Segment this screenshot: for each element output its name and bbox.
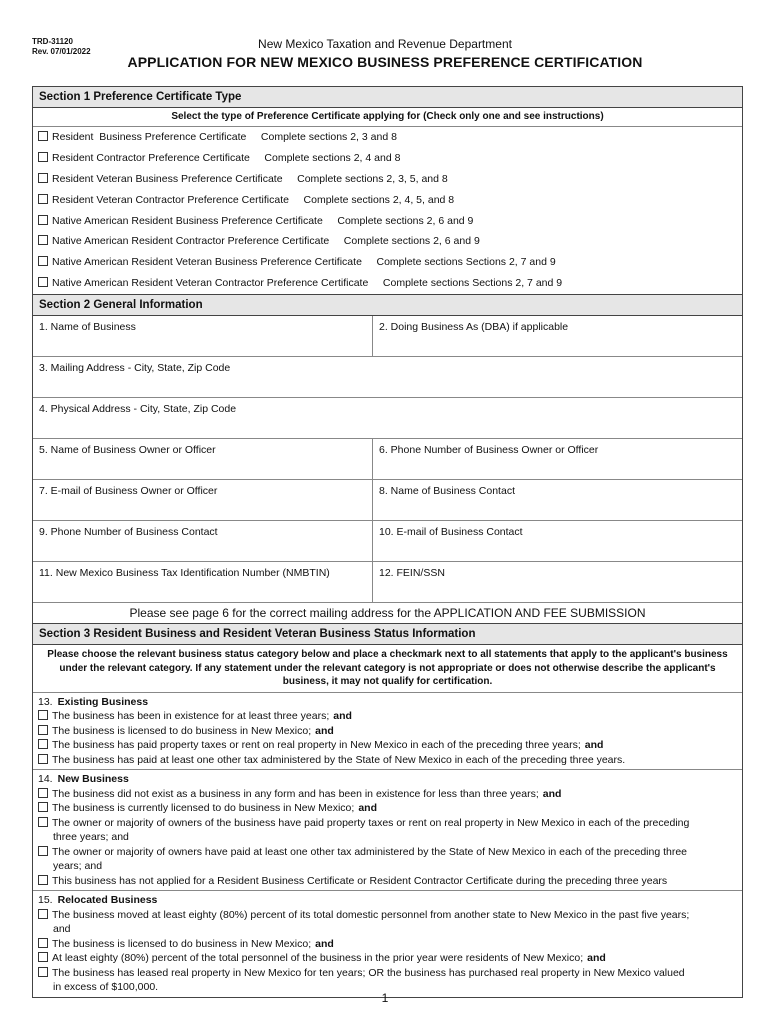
form-code: TRD-31120 [32,37,73,46]
group-title [38,695,737,710]
statement-text: This business has not applied for a Resident Business Certificate or Resident Contractor Certificate during the preceding three years [52,874,668,887]
checkbox[interactable] [38,788,48,798]
status-statement[interactable] [38,908,737,923]
checkbox[interactable] [38,909,48,919]
statement-conjunction: and [542,787,562,800]
form-row [33,439,742,480]
form-title: APPLICATION FOR NEW MEXICO BUSINESS PREFERENCE CERTIFICATION [127,54,643,70]
form-row [33,357,742,398]
option-label: Resident Veteran Contractor Preference Certificate Complete sections 2, 4, 5, and 8 [52,193,455,206]
form-row [33,480,742,521]
business-name-field[interactable]: 1. Name of Business [33,316,373,356]
group-title [38,893,737,908]
status-statement[interactable] [38,709,737,724]
option-label: Native American Resident Veteran Business Preference Certificate Complete sections Sections 2, 7 and 9 [52,256,556,269]
status-statement[interactable] [38,787,737,802]
physical-address-field[interactable]: 4. Physical Address - City, State, Zip Code [39,403,237,416]
option-label: Native American Resident Veteran Contractor Preference Certificate Complete sections Sections 2, 7 and 9 [52,277,563,290]
certificate-option[interactable] [33,231,742,252]
statement-text: The business did not exist as a business in any form and has been in existence for less than three years; [52,787,539,800]
group-title-text: Existing Business [57,695,149,708]
statement-conjunction: and [333,710,352,723]
checkbox[interactable] [38,967,48,977]
statement-continuation: in excess of $100,000. [53,981,159,994]
status-statement[interactable] [38,738,737,753]
option-label: Resident Contractor Preference Certificate Complete sections 2, 4 and 8 [52,151,401,164]
statement-text: The business is licensed to do business in New Mexico; [52,937,312,950]
option-label: Native American Resident Business Preference Certificate Complete sections 2, 6 and 9 [52,214,474,227]
checkbox[interactable] [38,875,48,885]
status-statement[interactable] [38,753,737,768]
checkbox[interactable] [38,277,48,287]
statement-continuation: and [53,923,71,936]
status-statement[interactable] [38,951,737,966]
checkbox[interactable] [38,952,48,962]
statement-conjunction: and [584,739,604,752]
option-label: Native American Resident Contractor Preference Certificate Complete sections 2, 6 and 9 [52,235,480,248]
certificate-option[interactable] [33,190,742,211]
section3-instruction: Please choose the relevant business status category below and place a checkmark next to all statements that apply to the applicant's business under the relevant category. If any statement under the relevant category is not appropriate or does not otherwise describe the applicant's business, it may not qualify for certification. [33,645,742,693]
statement-text: The owner or majority of owners of the business have paid property taxes or rent on real property in New Mexico in each of the preceding [52,816,690,829]
checkbox[interactable] [38,739,48,749]
statement-text: The owner or majority of owners have paid at least one other tax administered by the State of New Mexico in each of the preceding three [52,845,688,858]
status-group [33,693,742,771]
certificate-type-options [33,127,742,294]
certificate-option[interactable] [33,273,742,294]
checkbox[interactable] [38,152,48,162]
status-statement[interactable] [38,724,737,739]
checkbox[interactable] [38,194,48,204]
statement-continuation: years; and [53,860,103,873]
business-status-groups [33,693,742,997]
section3-heading: Section 3 Resident Business and Resident Veteran Business Status Information [33,624,742,645]
mailing-address-field[interactable]: 3. Mailing Address - City, State, Zip Code [39,362,231,375]
status-group [33,770,742,891]
status-statement[interactable] [38,816,737,831]
owner-phone-field[interactable]: 6. Phone Number of Business Owner or Officer [379,444,599,457]
owner-name-field[interactable]: 5. Name of Business Owner or Officer [33,439,373,479]
statement-text: The business is licensed to do business in New Mexico; [52,724,312,737]
status-statement[interactable] [38,845,737,860]
status-group [33,891,742,997]
statement-conjunction: and [358,802,377,815]
checkbox[interactable] [38,817,48,827]
checkbox[interactable] [38,215,48,225]
group-title-text: New Business [57,773,129,786]
certificate-option[interactable] [33,148,742,169]
contact-email-field[interactable]: 10. E-mail of Business Contact [379,526,523,539]
department-name: New Mexico Taxation and Revenue Department [258,37,512,51]
form-row [33,398,742,439]
statement-text: The business has paid property taxes or rent on real property in New Mexico in each of the preceding three years; [52,739,581,752]
owner-email-field[interactable]: 7. E-mail of Business Owner or Officer [33,480,373,520]
statement-text: The business moved at least eighty (80%) percent of its total domestic personnel from another state to New Mexico in the past five years; [52,908,690,921]
dba-field[interactable]: 2. Doing Business As (DBA) if applicable [379,321,569,334]
checkbox[interactable] [38,131,48,141]
form-row [33,521,742,562]
statement-text: At least eighty (80%) percent of the total personnel of the business in the prior year were residents of New Mexico; [52,952,584,965]
checkbox[interactable] [38,802,48,812]
statement-conjunction: and [587,952,606,965]
certificate-option[interactable] [33,252,742,273]
statement-text: The business has leased real property in New Mexico for ten years; OR the business has purchased real property in New Mexico valued [52,966,685,979]
contact-name-field[interactable]: 8. Name of Business Contact [379,485,515,498]
statement-text: The business has been in existence for at least three years; [52,710,330,723]
status-statement[interactable] [38,966,737,981]
form-row [33,316,742,357]
section1-heading: Section 1 Preference Certificate Type [33,87,742,108]
nmbtin-field[interactable]: 11. New Mexico Business Tax Identification Number (NMBTIN) [33,562,373,602]
contact-phone-field[interactable]: 9. Phone Number of Business Contact [33,521,373,561]
form-row [33,562,742,603]
statement-text: The business has paid at least one other tax administered by the State of New Mexico in each of the preceding three years. [52,753,626,766]
checkbox[interactable] [38,173,48,183]
status-statement[interactable] [38,801,737,816]
checkbox[interactable] [38,256,48,266]
group-number: 14. [38,773,53,786]
statement-conjunction: and [315,937,334,950]
application-form [32,86,743,998]
group-title-text: Relocated Business [57,894,158,907]
group-number: 13. [38,695,53,708]
statement-text: The business is currently licensed to do business in New Mexico; [52,802,355,815]
checkbox[interactable] [38,754,48,764]
certificate-option[interactable] [33,169,742,190]
fein-ssn-field[interactable]: 12. FEIN/SSN [379,567,445,580]
checkbox[interactable] [38,235,48,245]
section2-heading: Section 2 General Information [33,294,742,316]
statement-conjunction: and [315,724,334,737]
form-revision: Rev. 07/01/2022 [32,47,91,56]
status-statement[interactable] [38,937,737,952]
checkbox[interactable] [38,725,48,735]
checkbox[interactable] [38,710,48,720]
page-number: 1 [381,991,389,1005]
option-label: Resident Business Preference Certificate Complete sections 2, 3 and 8 [52,131,397,143]
certificate-option[interactable] [33,211,742,232]
section1-instruction: Select the type of Preference Certificate applying for (Check only one and see instructions) [33,108,742,127]
mailing-note: Please see page 6 for the correct mailing address for the APPLICATION AND FEE SUBMISSION [33,603,742,624]
status-statement[interactable] [38,874,737,889]
checkbox[interactable] [38,846,48,856]
option-label: Resident Veteran Business Preference Certificate Complete sections 2, 3, 5, and 8 [52,172,448,185]
checkbox[interactable] [38,938,48,948]
statement-continuation: three years; and [53,831,129,844]
group-title [38,772,737,787]
group-number: 15. [38,894,53,907]
certificate-option[interactable] [33,127,742,148]
